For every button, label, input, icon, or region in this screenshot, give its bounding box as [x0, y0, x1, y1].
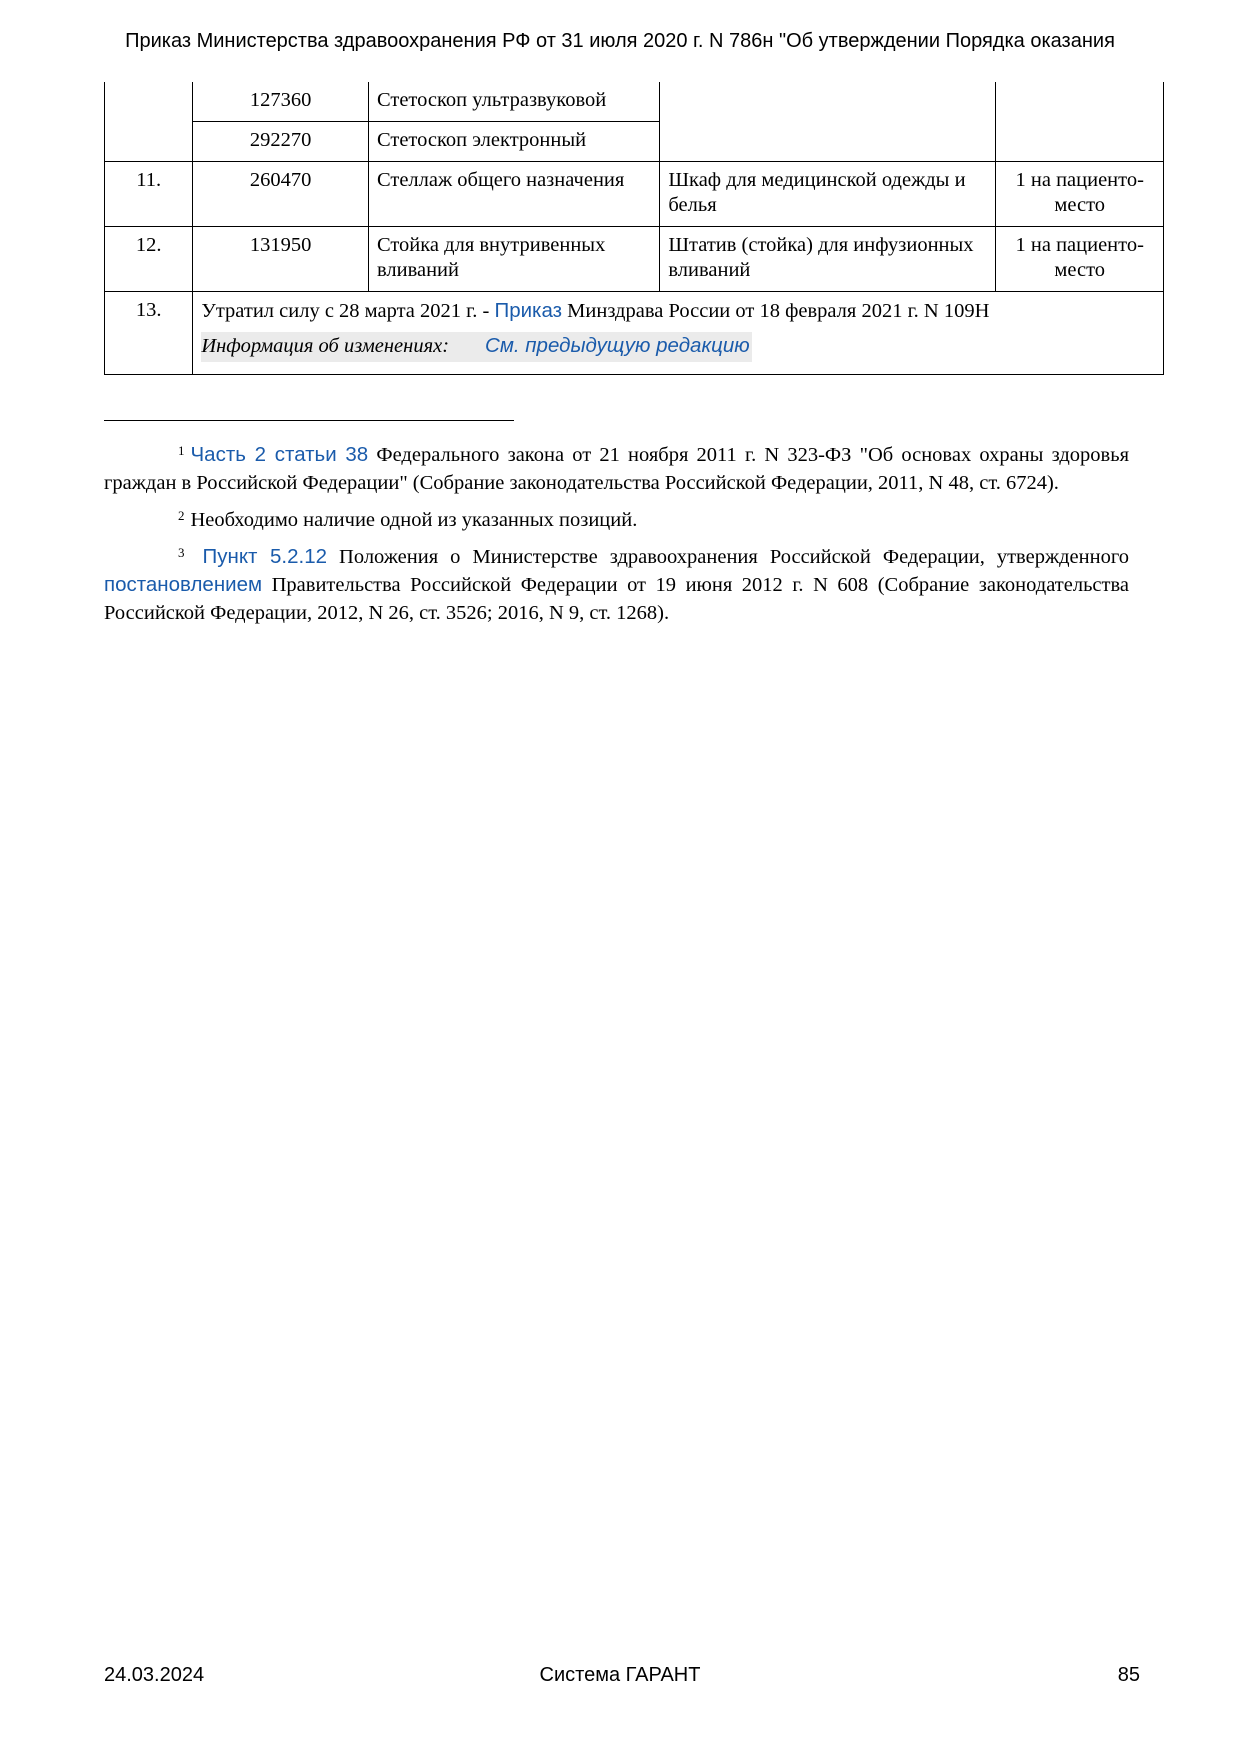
- footnote-3-link[interactable]: Пункт 5.2.12: [202, 545, 328, 568]
- footer-system: Система ГАРАНТ: [539, 1664, 701, 1686]
- cell-qty: [996, 82, 1164, 162]
- footnote-1-link[interactable]: Часть 2 статьи 38: [190, 443, 369, 466]
- cell-item: Штатив (стойка) для инфузионных вливаний: [660, 227, 996, 292]
- cell-code: 131950: [193, 227, 369, 292]
- table-row: [105, 292, 1164, 375]
- cell-code: 292270: [193, 122, 369, 162]
- previous-edition-link[interactable]: См. предыдущую редакцию: [485, 334, 750, 357]
- change-info: [201, 332, 751, 362]
- change-info-label: Информация об изменениях:: [201, 335, 450, 357]
- cell-num: [105, 82, 193, 162]
- cell-item: [660, 82, 996, 162]
- cell-name: Стетоскоп ультразвуковой: [368, 82, 659, 122]
- table-row: [105, 162, 1164, 227]
- footer-date: 24.03.2024: [104, 1664, 205, 1686]
- cell-num: 11.: [105, 162, 193, 227]
- resolution-link[interactable]: постановлением: [104, 573, 263, 596]
- cell-qty: 1 на пациенто-место: [996, 227, 1164, 292]
- page-number: 85: [1117, 1664, 1140, 1686]
- footnotes: [104, 441, 1129, 636]
- repealed-cell: [193, 292, 1164, 375]
- cell-qty: 1 на пациенто-место: [996, 162, 1164, 227]
- cell-name: Стетоскоп электронный: [368, 122, 659, 162]
- page-footer: [0, 1664, 1240, 1694]
- cell-code: 260470: [193, 162, 369, 227]
- footnote-1: $^1$ Часть 2 статьи 38 Федерального закона от 21 ноября 2011 г. N 323-ФЗ "Об основах охраны здоровья граждан в Российской Федерации" (Собрание законодательства Российской Федерации, 2011, N 48, ст. 6724).: [104, 443, 1129, 494]
- table-row: [105, 227, 1164, 292]
- cell-code: 127360: [193, 82, 369, 122]
- footnote-3: $^3$ Пункт 5.2.12 Положения о Министерстве здравоохранения Российской Федерации, утвержденного постановлением Правительства Российской Федерации от 19 июня 2012 г. N 608 (Собрание законодательства Российской Федерации, 2012, N 26, ст. 3526; 2016, N 9, ст. 1268).: [104, 545, 1129, 624]
- table-row: [105, 82, 1164, 122]
- repealed-text-rest: Минздрава России от 18 февраля 2021 г. N 109Н: [562, 300, 990, 322]
- footnote-2: $^2$ Необходимо наличие одной из указанных позиций.: [178, 508, 638, 531]
- footnote-separator: [104, 420, 514, 421]
- cell-item: Шкаф для медицинской одежды и белья: [660, 162, 996, 227]
- page-header: Приказ Министерства здравоохранения РФ от 31 июля 2020 г. N 786н "Об утверждении Порядка оказания: [125, 30, 1115, 52]
- cell-name: Стойка для внутривенных вливаний: [368, 227, 659, 292]
- repealed-text: Утратил силу с 28 марта 2021 г. -: [201, 300, 495, 322]
- equipment-table: [104, 82, 1164, 375]
- cell-num: 12.: [105, 227, 193, 292]
- order-link[interactable]: Приказ: [494, 299, 563, 322]
- cell-name: Стеллаж общего назначения: [368, 162, 659, 227]
- cell-num: 13.: [105, 292, 193, 375]
